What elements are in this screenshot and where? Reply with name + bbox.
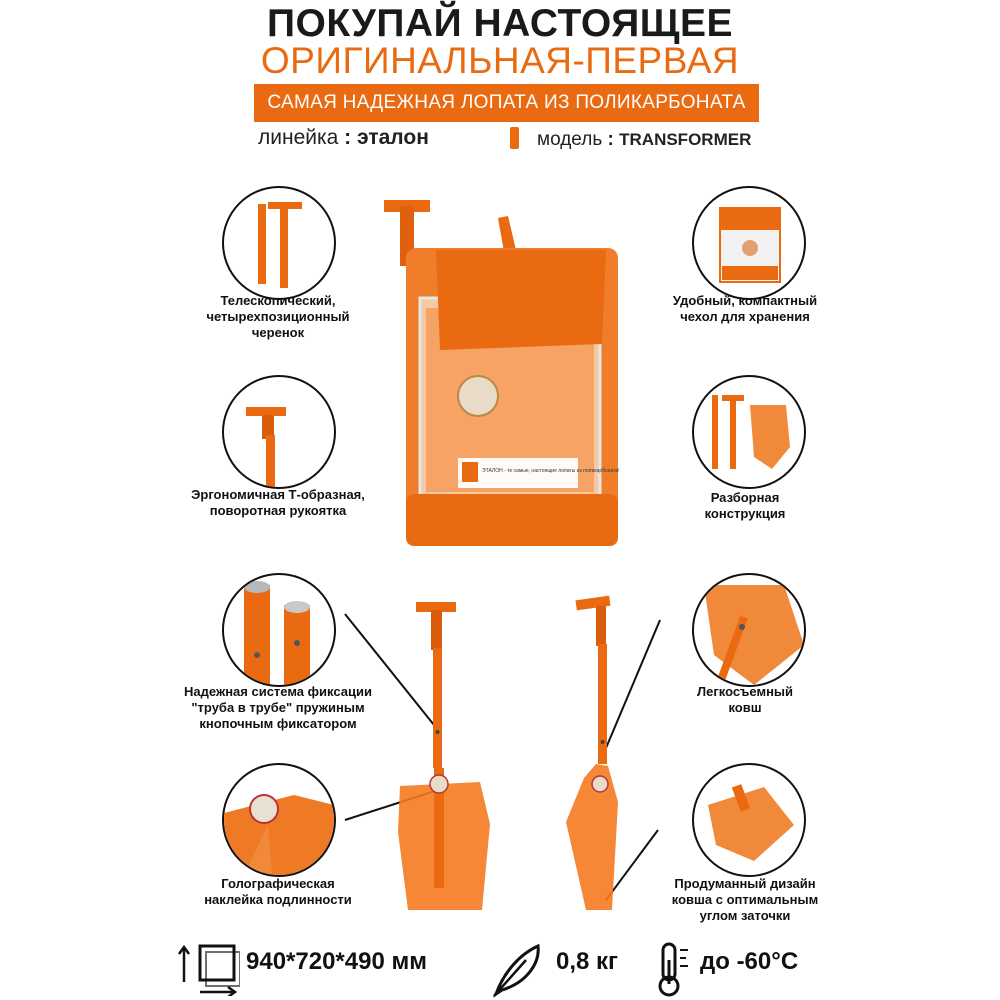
lock-circle: [222, 573, 336, 687]
shovel-bag-image: [380, 188, 620, 553]
weight-value: 0,8 кг: [556, 948, 619, 975]
model-colon: :: [607, 129, 614, 150]
case-image: [694, 188, 804, 298]
thermometer-icon: [654, 940, 694, 998]
lineup-label: линейка: [258, 126, 339, 149]
sticker-caption: Голографическая наклейка подлинности: [204, 876, 352, 907]
case-caption: Удобный, компактный чехол для хранения: [672, 293, 818, 324]
shovel-side-image: [560, 592, 660, 922]
lineup-colon: :: [344, 126, 352, 149]
page-title: ПОКУПАЙ НАСТОЯЩЕЕ: [267, 2, 733, 45]
design-caption: Продуманный дизайн ковша с оптимальным углом заточки: [671, 876, 819, 923]
handle-caption: Эргономичная Т-образная, поворотная рукоятка: [191, 487, 365, 518]
collapsible-caption: Разборная конструкция: [704, 490, 786, 521]
telescopic-shaft-circle: [222, 186, 336, 300]
temperature-value: до -60°С: [700, 948, 799, 975]
lineup-value: эталон: [357, 126, 429, 149]
sticker-circle: [222, 763, 336, 877]
lock-caption: Надежная система фиксации "труба в трубе" пружиным кнопочным фиксатором: [184, 684, 372, 731]
tagline-banner: САМАЯ НАДЕЖНАЯ ЛОПАТА ИЗ ПОЛИКАРБОНАТА: [254, 84, 759, 122]
scoop-circle: [692, 573, 806, 687]
collapsible-image: [694, 377, 804, 487]
package-label-text: ЭТАЛОН - те самые, настоящие лопаты из поликарбоната!: [482, 468, 620, 474]
model-label: модель: [537, 129, 603, 150]
design-circle: [692, 763, 806, 877]
page-subtitle: ОРИГИНАЛЬНАЯ-ПЕРВАЯ: [260, 40, 740, 81]
dimensions-value: 940*720*490 мм: [246, 948, 427, 975]
t-handle-image: [224, 377, 334, 487]
handle-circle: [222, 375, 336, 489]
case-circle: [692, 186, 806, 300]
telescopic-shaft-image: [224, 188, 334, 298]
scoop-image: [694, 575, 804, 685]
scoop-caption: Легкосъемный ковш: [696, 684, 794, 715]
model-value: TRANSFORMER: [619, 130, 752, 149]
scoop-design-image: [694, 765, 804, 875]
dimensions-icon: [176, 942, 240, 996]
tube-lock-image: [224, 575, 334, 685]
sticker-image: [224, 765, 334, 875]
shovel-front-image: [380, 592, 510, 922]
feather-icon: [488, 942, 544, 998]
telescopic-caption: Телескопический, четырехпозиционный черенок: [206, 293, 350, 340]
collapsible-circle: [692, 375, 806, 489]
